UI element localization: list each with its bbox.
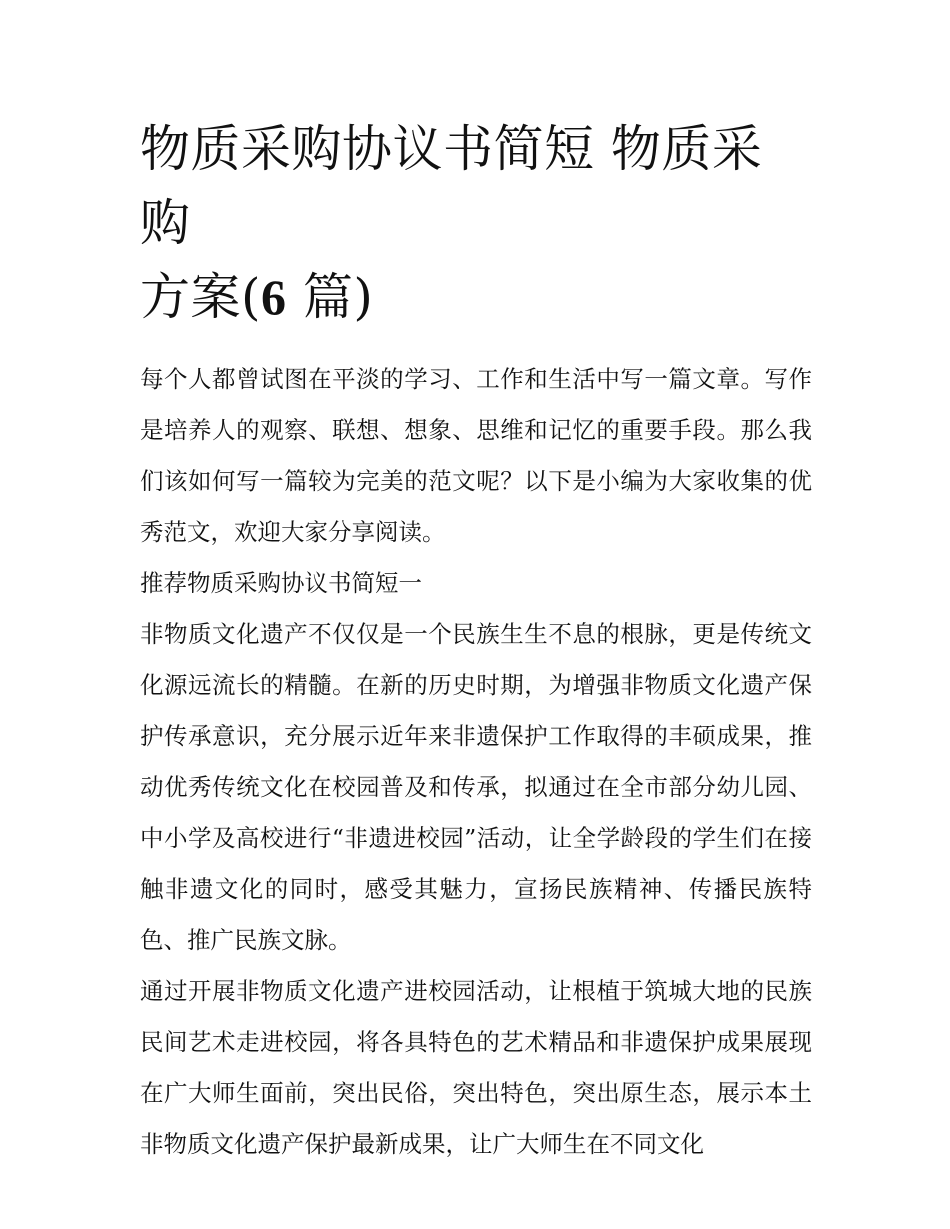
intro-paragraph: 每个人都曾试图在平淡的学习、工作和生活中写一篇文章。写作是培养人的观察、联想、想象、思维和记忆的重要手段。那么我们该如何写一篇较为完美的范文呢？以下是小编为大家收集的优秀范文，欢迎大家分享阅读。 [140,365,812,546]
document-title [140,112,812,334]
title-line-2-suffix: 篇) [286,268,374,326]
body-paragraph: 通过开展非物质文化遗产进校园活动，让根植于筑城大地的民族民间艺术走进校园，将各具特色的艺术精品和非遗保护成果展现在广大师生面前，突出民俗，突出特色，突出原生态，展示本土非物质文化遗产保护最新成果，让广大师生在不同文化 [140,977,812,1158]
title-line-1: 物质采购协议书简短 物质采购 [140,120,763,252]
document-page [140,112,812,1170]
section-heading: 推荐物质采购协议书简短一 [140,569,422,597]
document-body [140,354,812,1170]
body-paragraph: 非物质文化遗产不仅仅是一个民族生生不息的根脉，更是传统文化源远流长的精髓。在新的历史时期，为增强非物质文化遗产保护传承意识，充分展示近年来非遗保护工作取得的丰硕成果，推动优秀传统文化在校园普及和传承，拟通过在全市部分幼儿园、中小学及高校进行“非遗进校园”活动，让全学龄段的学生们在接触非遗文化的同时，感受其魅力，宣扬民族精神、传播民族特色、推广民族文脉。 [140,620,812,954]
title-line-2-prefix: 方案( [140,268,262,326]
title-line-2-number: 6 [261,269,287,325]
